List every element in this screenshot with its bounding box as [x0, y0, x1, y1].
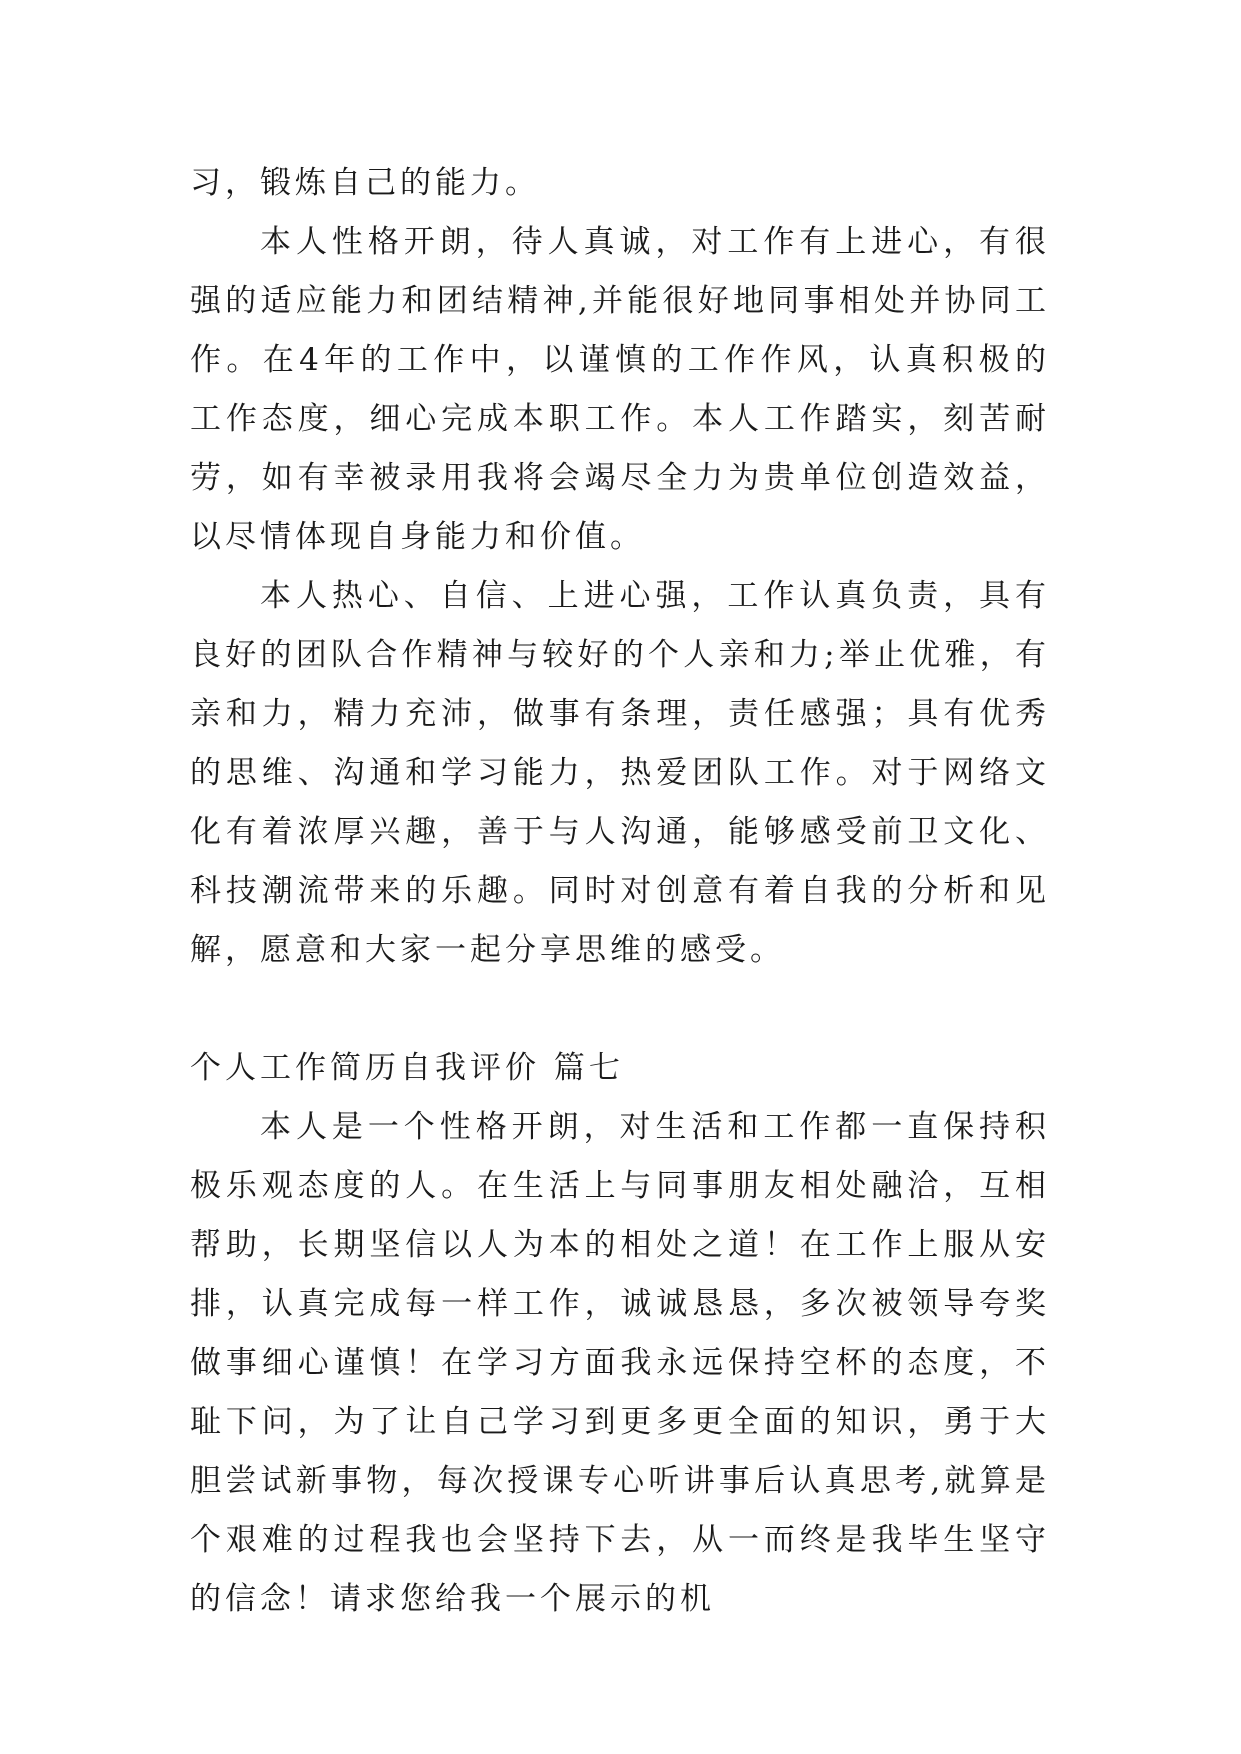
paragraph-teamwork: 本人热心、自信、上进心强，工作认真负责，具有良好的团队合作精神与较好的个人亲和力;举止优雅，有亲和力，精力充沛，做事有条理，责任感强；具有优秀的思维、沟通和学习能力，热爱团队工作。对于网络文化有着浓厚兴趣，善于与人沟通，能够感受前卫文化、科技潮流带来的乐趣。同时对创意有着自我的分析和见解，愿意和大家一起分享思维的感受。	[190, 578, 1050, 968]
paragraph-attitude: 本人是一个性格开朗，对生活和工作都一直保持积极乐观态度的人。在生活上与同事朋友相处融洽，互相帮助，长期坚信以人为本的相处之道！在工作上服从安排，认真完成每一样工作，诚诚恳恳，多次被领导夸奖做事细心谨慎！在学习方面我永远保持空杯的态度，不耻下问，为了让自己学习到更多更全面的知识，勇于大胆尝试新事物，每次授课专心听讲事后认真思考,就算是个艰难的过程我也会坚持下去，从一而终是我毕生坚守的信念！请求您给我一个展示的机	[190, 1109, 1050, 1617]
section-heading: 个人工作简历自我评价 篇七	[190, 1050, 624, 1086]
paragraph-personality: 本人性格开朗，待人真诚，对工作有上进心，有很强的适应能力和团结精神,并能很好地同事相处并协同工作。在4年的工作中，以谨慎的工作作风，认真积极的工作态度，细心完成本职工作。本人工作踏实，刻苦耐劳，如有幸被录用我将会竭尽全力为贵单位创造效益，以尽情体现自身能力和价值。	[190, 224, 1050, 555]
paragraph-continued: 习，锻炼自己的能力。	[190, 165, 540, 201]
document-body	[190, 154, 1050, 1629]
